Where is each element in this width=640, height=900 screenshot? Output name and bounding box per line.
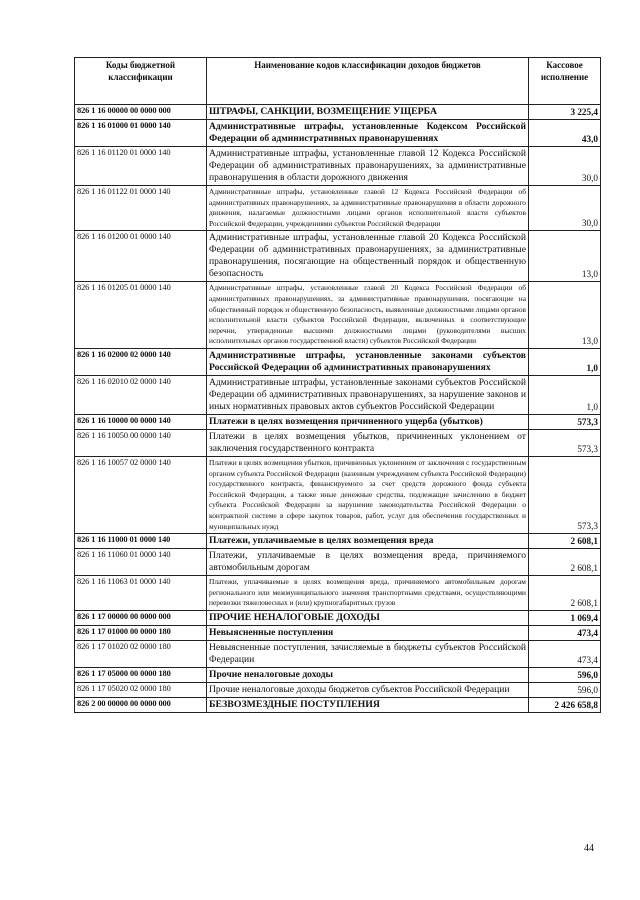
table-row xyxy=(75,414,601,429)
table-row xyxy=(75,105,601,120)
cash-execution-cell: 573,3 xyxy=(529,414,601,429)
budget-code-cell: 826 1 16 01122 01 0000 140 xyxy=(75,186,207,231)
revenue-name-cell: Платежи, уплачиваемые в целях возмещения вреда, причиняемого автомобильным дорогам регионального или межмуниципального значения транспортными средствами, осуществляющими перевозки тяжеловесных и (или) крупногабаритных грузов xyxy=(207,576,529,611)
table-row xyxy=(75,576,601,611)
budget-code-cell: 826 1 16 10057 02 0000 140 xyxy=(75,456,207,533)
cash-execution-cell: 3 225,4 xyxy=(529,105,601,120)
cash-execution-cell: 30,0 xyxy=(529,186,601,231)
table-row xyxy=(75,282,601,349)
revenue-name-cell: Прочие неналоговые доходы xyxy=(207,667,529,682)
table-row xyxy=(75,640,601,667)
cash-execution-cell: 2 426 658,8 xyxy=(529,697,601,712)
revenue-name-cell: Невыясненные поступления xyxy=(207,625,529,640)
table-row xyxy=(75,231,601,282)
cash-execution-cell: 2 608,1 xyxy=(529,576,601,611)
revenue-name-cell: Прочие неналоговые доходы бюджетов субъектов Российской Федерации xyxy=(207,682,529,697)
revenue-name-cell: Административные штрафы, установленные главой 12 Кодекса Российской Федерации об административных правонарушениях, за административные правонарушения в области дорожного движения xyxy=(207,147,529,186)
budget-code-cell: 826 1 16 00000 00 0000 000 xyxy=(75,105,207,120)
table-row xyxy=(75,348,601,375)
cash-execution-cell: 1,0 xyxy=(529,348,601,375)
cash-execution-cell: 2 608,1 xyxy=(529,549,601,576)
revenue-name-cell: Платежи в целях возмещения причиненного ущерба (убытков) xyxy=(207,414,529,429)
header-code: Коды бюджетной классификации xyxy=(75,58,207,105)
table-row xyxy=(75,429,601,456)
revenue-name-cell: Административные штрафы, установленные законами субъектов Российской Федерации об административных правонарушениях, за нарушение законов и иных нормативных правовых актов субъектов Российской Федерации xyxy=(207,375,529,414)
table-row xyxy=(75,625,601,640)
table-header-row xyxy=(75,58,601,105)
table-row xyxy=(75,147,601,186)
cash-execution-cell: 43,0 xyxy=(529,120,601,147)
budget-code-cell: 826 1 16 11063 01 0000 140 xyxy=(75,576,207,611)
revenue-classification-table xyxy=(74,57,601,713)
cash-execution-cell: 13,0 xyxy=(529,282,601,349)
cash-execution-cell: 1 069,4 xyxy=(529,610,601,625)
budget-code-cell: 826 2 00 00000 00 0000 000 xyxy=(75,697,207,712)
budget-code-cell: 826 1 17 00000 00 0000 000 xyxy=(75,610,207,625)
table-row xyxy=(75,697,601,712)
page-number: 44 xyxy=(584,843,594,854)
table-row xyxy=(75,534,601,549)
revenue-name-cell: ПРОЧИЕ НЕНАЛОГОВЫЕ ДОХОДЫ xyxy=(207,610,529,625)
budget-code-cell: 826 1 17 05000 00 0000 180 xyxy=(75,667,207,682)
cash-execution-cell: 473,4 xyxy=(529,625,601,640)
revenue-name-cell: Платежи в целях возмещения убытков, причиненных уклонением от заключения государственного контракта xyxy=(207,429,529,456)
cash-execution-cell: 473,4 xyxy=(529,640,601,667)
budget-code-cell: 826 1 16 01120 01 0000 140 xyxy=(75,147,207,186)
revenue-name-cell: Платежи, уплачиваемые в целях возмещения вреда, причиняемого автомобильным дорогам xyxy=(207,549,529,576)
revenue-name-cell: Административные штрафы, установленные законами субъектов Российской Федерации об административных правонарушениях xyxy=(207,348,529,375)
cash-execution-cell: 573,3 xyxy=(529,456,601,533)
table-row xyxy=(75,186,601,231)
cash-execution-cell: 573,3 xyxy=(529,429,601,456)
table-row xyxy=(75,375,601,414)
cash-execution-cell: 596,0 xyxy=(529,667,601,682)
revenue-name-cell: Невыясненные поступления, зачисляемые в бюджеты субъектов Российской Федерации xyxy=(207,640,529,667)
budget-code-cell: 826 1 17 05020 02 0000 180 xyxy=(75,682,207,697)
budget-code-cell: 826 1 16 02000 02 0000 140 xyxy=(75,348,207,375)
cash-execution-cell: 30,0 xyxy=(529,147,601,186)
budget-code-cell: 826 1 16 10000 00 0000 140 xyxy=(75,414,207,429)
budget-code-cell: 826 1 17 01020 02 0000 180 xyxy=(75,640,207,667)
revenue-name-cell: Административные штрафы, установленные главой 12 Кодекса Российской Федерации об административных правонарушениях, за административные правонарушения в области дорожного движения, налагаемые должностными лицами органов исполнительной власти субъектов Российской Федерации, учреждениями субъектов Российской Федерации xyxy=(207,186,529,231)
cash-execution-cell: 2 608,1 xyxy=(529,534,601,549)
budget-code-cell: 826 1 16 10050 00 0000 140 xyxy=(75,429,207,456)
budget-code-cell: 826 1 16 01000 01 0000 140 xyxy=(75,120,207,147)
budget-code-cell: 826 1 16 01205 01 0000 140 xyxy=(75,282,207,349)
cash-execution-cell: 13,0 xyxy=(529,231,601,282)
cash-execution-cell: 1,0 xyxy=(529,375,601,414)
budget-code-cell: 826 1 16 02010 02 0000 140 xyxy=(75,375,207,414)
table-row xyxy=(75,610,601,625)
revenue-name-cell: Платежи в целях возмещения убытков, причиненных уклонением от заключения с государственным органом субъекта Российской Федерации (казенным учреждением субъекта Российской Федерации) государственного контракта, финансируемого за счет средств дорожного фонда субъекта Российской Федерации, а также иные денежные средства, подлежащие зачислению в бюджет субъекта Российской Федерации за нарушение законодательства Российской Федерации о контрактной системе в сфере закупок товаров, работ, услуг для обеспечения государственных и муниципальных нужд xyxy=(207,456,529,533)
table-row xyxy=(75,120,601,147)
header-amount: Кассовое исполнение xyxy=(529,58,601,105)
revenue-name-cell: Административные штрафы, установленные Кодексом Российской Федерации об административных правонарушениях xyxy=(207,120,529,147)
revenue-name-cell: БЕЗВОЗМЕЗДНЫЕ ПОСТУПЛЕНИЯ xyxy=(207,697,529,712)
budget-code-cell: 826 1 16 11000 01 0000 140 xyxy=(75,534,207,549)
header-name: Наименование кодов классификации доходов бюджетов xyxy=(207,58,529,105)
table-row xyxy=(75,549,601,576)
revenue-name-cell: Административные штрафы, установленные главой 20 Кодекса Российской Федерации об административных правонарушениях, за административные правонарушения, посягающие на общественный порядок и общественную безопасность, выявленные должностными лицами органов исполнительной власти субъектов Российской Федерации, включенных в соответствующие перечни, утвержденные высшими должностными лицами (руководителями высших исполнительных органов государственной власти) субъектов Российской Федерации xyxy=(207,282,529,349)
budget-code-cell: 826 1 16 01200 01 0000 140 xyxy=(75,231,207,282)
table-row xyxy=(75,456,601,533)
table-row xyxy=(75,667,601,682)
cash-execution-cell: 596,0 xyxy=(529,682,601,697)
revenue-name-cell: Платежи, уплачиваемые в целях возмещения вреда xyxy=(207,534,529,549)
budget-code-cell: 826 1 16 11060 01 0000 140 xyxy=(75,549,207,576)
budget-code-cell: 826 1 17 01000 00 0000 180 xyxy=(75,625,207,640)
revenue-name-cell: Административные штрафы, установленные главой 20 Кодекса Российской Федерации об административных правонарушениях, за административные правонарушения, посягающие на общественный порядок и общественную безопасность xyxy=(207,231,529,282)
revenue-name-cell: ШТРАФЫ, САНКЦИИ, ВОЗМЕЩЕНИЕ УЩЕРБА xyxy=(207,105,529,120)
table-row xyxy=(75,682,601,697)
